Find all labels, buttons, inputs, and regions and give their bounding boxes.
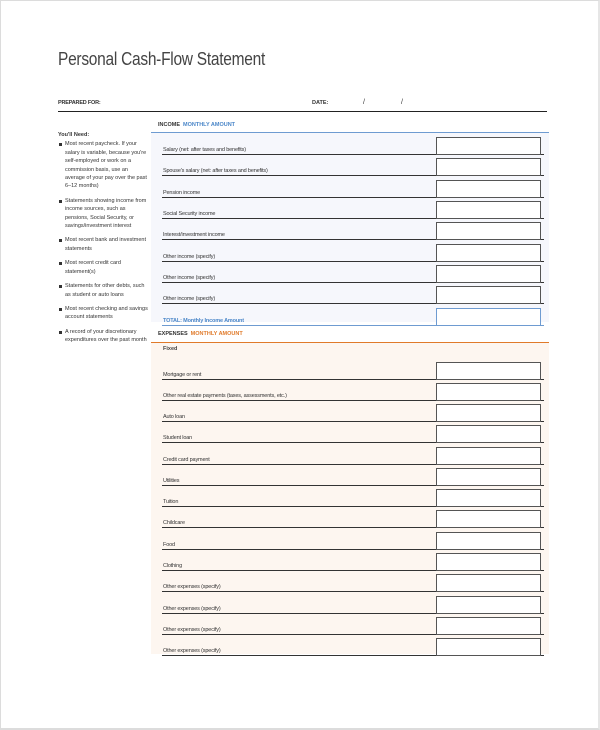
divider bbox=[162, 325, 436, 326]
requirements-sidebar bbox=[58, 131, 148, 351]
list-item: Most recent bank and investment statements bbox=[58, 236, 148, 253]
expense-row bbox=[162, 489, 544, 509]
date-separator: / bbox=[401, 99, 403, 106]
expense-row bbox=[162, 468, 544, 488]
income-row bbox=[162, 222, 544, 242]
field-label: Food bbox=[163, 542, 175, 548]
amount-input[interactable] bbox=[436, 425, 541, 443]
amount-input[interactable] bbox=[436, 638, 541, 656]
divider bbox=[541, 485, 544, 486]
list-item: Most recent paycheck. If your salary is variable, because you're self-employed or work on a commission basis, use an average of your pay over the past 6–12 months) bbox=[58, 140, 148, 190]
divider bbox=[541, 527, 544, 528]
divider bbox=[162, 175, 436, 177]
amount-input[interactable] bbox=[436, 468, 541, 486]
prepared-for-row[interactable] bbox=[58, 100, 547, 112]
fixed-subheading: Fixed bbox=[163, 346, 178, 352]
divider bbox=[541, 303, 544, 304]
expenses-heading: EXPENSES bbox=[158, 331, 188, 337]
amount-input[interactable] bbox=[436, 201, 541, 219]
field-label: Other income (specify) bbox=[163, 254, 216, 260]
divider bbox=[162, 421, 436, 423]
field-label: Interest/investment income bbox=[163, 232, 225, 238]
divider bbox=[162, 282, 436, 284]
list-item: Statements showing income from income sources, such as pensions, Social Security, or savings/investment interest bbox=[58, 197, 148, 231]
field-label: Other income (specify) bbox=[163, 275, 216, 281]
field-label: Other expenses (specify) bbox=[163, 648, 221, 654]
divider bbox=[541, 506, 544, 507]
income-row bbox=[162, 180, 544, 200]
expense-row bbox=[162, 574, 544, 594]
income-total-row bbox=[162, 308, 544, 328]
field-label: Other income (specify) bbox=[163, 296, 216, 302]
divider bbox=[162, 527, 436, 529]
field-label: Mortgage or rent bbox=[163, 372, 202, 378]
expense-row bbox=[162, 362, 544, 382]
divider bbox=[541, 442, 544, 443]
divider bbox=[541, 325, 544, 326]
income-amount-heading: MONTHLY AMOUNT bbox=[183, 122, 236, 128]
divider bbox=[162, 442, 436, 444]
income-section-heading bbox=[158, 122, 235, 128]
divider bbox=[162, 197, 436, 199]
field-label: Spouse's salary (net: after taxes and benefits) bbox=[163, 168, 268, 174]
amount-input[interactable] bbox=[436, 510, 541, 528]
amount-input[interactable] bbox=[436, 617, 541, 635]
income-row bbox=[162, 265, 544, 285]
divider bbox=[162, 570, 436, 572]
prepared-for-label: PREPARED FOR: bbox=[58, 100, 101, 106]
field-label: Student loan bbox=[163, 435, 193, 441]
expense-row bbox=[162, 596, 544, 616]
list-item: Statements for other debts, such as student or auto loans bbox=[58, 282, 148, 299]
divider bbox=[162, 239, 436, 241]
amount-input[interactable] bbox=[436, 383, 541, 401]
expense-row bbox=[162, 617, 544, 637]
amount-input[interactable] bbox=[436, 180, 541, 198]
divider bbox=[162, 506, 436, 508]
divider bbox=[162, 549, 436, 551]
amount-input[interactable] bbox=[436, 447, 541, 465]
sidebar-heading: You'll Need: bbox=[58, 132, 90, 138]
field-label: Childcare bbox=[163, 520, 185, 526]
expense-row bbox=[162, 638, 544, 658]
amount-input[interactable] bbox=[436, 362, 541, 380]
divider bbox=[162, 261, 436, 263]
amount-input[interactable] bbox=[436, 244, 541, 262]
divider bbox=[541, 570, 544, 571]
expenses-amount-heading: MONTHLY AMOUNT bbox=[190, 331, 243, 337]
amount-input[interactable] bbox=[436, 137, 541, 155]
divider bbox=[162, 613, 436, 615]
divider bbox=[162, 464, 436, 466]
field-label: Other expenses (specify) bbox=[163, 584, 221, 590]
expenses-section-heading bbox=[158, 331, 243, 337]
expense-row bbox=[162, 425, 544, 445]
field-label: Pension income bbox=[163, 190, 201, 196]
amount-input[interactable] bbox=[436, 222, 541, 240]
amount-input[interactable] bbox=[436, 532, 541, 550]
divider bbox=[162, 379, 436, 381]
divider bbox=[541, 549, 544, 550]
divider bbox=[162, 303, 436, 305]
divider bbox=[162, 634, 436, 636]
income-row bbox=[162, 201, 544, 221]
divider bbox=[162, 485, 436, 487]
amount-input[interactable] bbox=[436, 404, 541, 422]
divider bbox=[541, 261, 544, 262]
date-separator: / bbox=[363, 99, 365, 106]
divider bbox=[162, 655, 436, 657]
amount-input[interactable] bbox=[436, 286, 541, 304]
divider bbox=[162, 591, 436, 593]
field-label: Social Security income bbox=[163, 211, 216, 217]
divider bbox=[541, 655, 544, 656]
income-row bbox=[162, 158, 544, 178]
expense-row bbox=[162, 404, 544, 424]
page-title: Personal Cash-Flow Statement bbox=[58, 49, 266, 69]
field-label: Tuition bbox=[163, 499, 179, 505]
expense-row bbox=[162, 532, 544, 552]
field-label: Other expenses (specify) bbox=[163, 627, 221, 633]
divider bbox=[541, 175, 544, 176]
expense-row bbox=[162, 447, 544, 467]
income-row bbox=[162, 137, 544, 157]
expense-row bbox=[162, 553, 544, 573]
amount-input[interactable] bbox=[436, 596, 541, 614]
field-label: Clothing bbox=[163, 563, 182, 569]
expense-row bbox=[162, 510, 544, 530]
divider bbox=[541, 218, 544, 219]
divider bbox=[541, 239, 544, 240]
divider bbox=[541, 464, 544, 465]
income-row bbox=[162, 286, 544, 306]
divider bbox=[541, 379, 544, 380]
field-label: Other real estate payments (taxes, assessments, etc.) bbox=[163, 393, 287, 399]
income-row bbox=[162, 244, 544, 264]
divider bbox=[541, 197, 544, 198]
field-label: Salary (net: after taxes and benefits) bbox=[163, 147, 246, 153]
divider bbox=[541, 282, 544, 283]
list-item: A record of your discretionary expenditures over the past month bbox=[58, 328, 148, 345]
requirements-list bbox=[58, 140, 148, 344]
field-label: Credit card payment bbox=[163, 457, 210, 463]
divider bbox=[541, 613, 544, 614]
amount-input[interactable] bbox=[436, 158, 541, 176]
divider bbox=[162, 154, 436, 156]
income-heading: INCOME bbox=[158, 122, 180, 128]
date-label: DATE: bbox=[312, 100, 329, 106]
field-label: Utilities bbox=[163, 478, 180, 484]
amount-input[interactable] bbox=[436, 265, 541, 283]
divider bbox=[541, 154, 544, 155]
amount-input[interactable] bbox=[436, 489, 541, 507]
divider bbox=[541, 591, 544, 592]
field-label: Other expenses (specify) bbox=[163, 606, 221, 612]
expense-row bbox=[162, 383, 544, 403]
divider bbox=[541, 400, 544, 401]
divider bbox=[541, 421, 544, 422]
total-income-input[interactable] bbox=[436, 308, 541, 326]
divider bbox=[541, 634, 544, 635]
total-label: TOTAL: Monthly Income Amount bbox=[163, 318, 244, 324]
amount-input[interactable] bbox=[436, 553, 541, 571]
divider bbox=[162, 218, 436, 220]
divider bbox=[162, 400, 436, 402]
list-item: Most recent credit card statement(s) bbox=[58, 259, 148, 276]
field-label: Auto loan bbox=[163, 414, 185, 420]
amount-input[interactable] bbox=[436, 574, 541, 592]
list-item: Most recent checking and savings account statements bbox=[58, 305, 148, 322]
